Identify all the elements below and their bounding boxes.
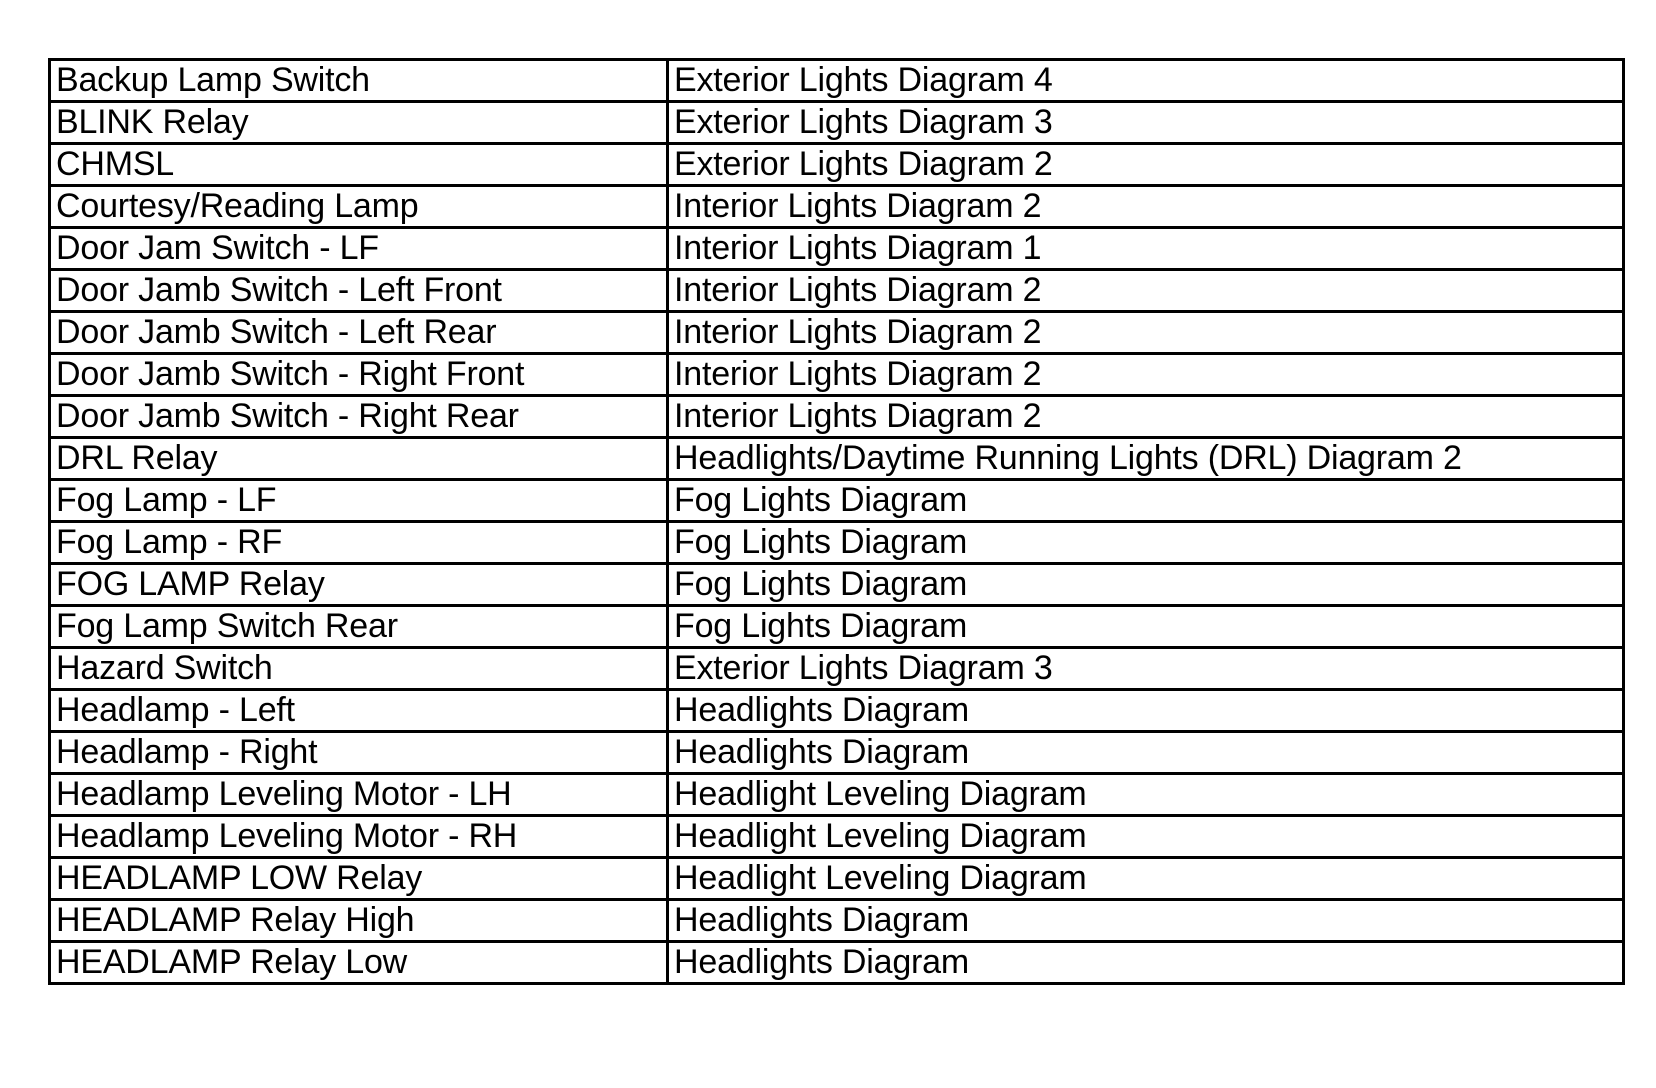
component-cell: FOG LAMP Relay — [50, 564, 668, 606]
diagram-cell: Interior Lights Diagram 2 — [668, 396, 1624, 438]
component-cell: Door Jamb Switch - Right Front — [50, 354, 668, 396]
table-row — [50, 858, 1624, 900]
diagram-cell: Headlight Leveling Diagram — [668, 774, 1624, 816]
diagram-cell: Headlights Diagram — [668, 690, 1624, 732]
table-row — [50, 102, 1624, 144]
component-cell: Headlamp Leveling Motor - LH — [50, 774, 668, 816]
table-row — [50, 354, 1624, 396]
table-row — [50, 606, 1624, 648]
diagram-cell: Fog Lights Diagram — [668, 564, 1624, 606]
table-body — [50, 60, 1624, 984]
table-row — [50, 522, 1624, 564]
diagram-cell: Headlight Leveling Diagram — [668, 816, 1624, 858]
component-cell: Door Jam Switch - LF — [50, 228, 668, 270]
diagram-cell: Headlight Leveling Diagram — [668, 858, 1624, 900]
component-cell: Courtesy/Reading Lamp — [50, 186, 668, 228]
component-cell: Backup Lamp Switch — [50, 60, 668, 102]
component-cell: Headlamp - Left — [50, 690, 668, 732]
table-row — [50, 816, 1624, 858]
table-row — [50, 942, 1624, 984]
component-cell: Headlamp - Right — [50, 732, 668, 774]
table-row — [50, 774, 1624, 816]
table-row — [50, 228, 1624, 270]
table-row — [50, 480, 1624, 522]
diagram-cell: Exterior Lights Diagram 4 — [668, 60, 1624, 102]
component-cell: DRL Relay — [50, 438, 668, 480]
component-cell: CHMSL — [50, 144, 668, 186]
table-row — [50, 648, 1624, 690]
diagram-cell: Headlights Diagram — [668, 942, 1624, 984]
table-row — [50, 690, 1624, 732]
component-cell: HEADLAMP LOW Relay — [50, 858, 668, 900]
diagram-cell: Headlights Diagram — [668, 732, 1624, 774]
diagram-cell: Fog Lights Diagram — [668, 522, 1624, 564]
component-cell: Door Jamb Switch - Left Front — [50, 270, 668, 312]
table-row — [50, 396, 1624, 438]
diagram-cell: Fog Lights Diagram — [668, 480, 1624, 522]
component-cell: Fog Lamp - RF — [50, 522, 668, 564]
table-row — [50, 60, 1624, 102]
component-cell: Fog Lamp - LF — [50, 480, 668, 522]
table-row — [50, 312, 1624, 354]
table-row — [50, 144, 1624, 186]
table-row — [50, 900, 1624, 942]
component-cell: Hazard Switch — [50, 648, 668, 690]
table-row — [50, 438, 1624, 480]
component-cell: Door Jamb Switch - Right Rear — [50, 396, 668, 438]
table-row — [50, 186, 1624, 228]
diagram-cell: Interior Lights Diagram 2 — [668, 312, 1624, 354]
component-diagram-index-table — [48, 58, 1625, 985]
component-cell: Headlamp Leveling Motor - RH — [50, 816, 668, 858]
diagram-cell: Exterior Lights Diagram 2 — [668, 144, 1624, 186]
diagram-cell: Fog Lights Diagram — [668, 606, 1624, 648]
diagram-cell: Headlights/Daytime Running Lights (DRL) Diagram 2 — [668, 438, 1624, 480]
table-row — [50, 564, 1624, 606]
table-row — [50, 270, 1624, 312]
component-cell: Fog Lamp Switch Rear — [50, 606, 668, 648]
component-cell: BLINK Relay — [50, 102, 668, 144]
component-cell: Door Jamb Switch - Left Rear — [50, 312, 668, 354]
component-cell: HEADLAMP Relay High — [50, 900, 668, 942]
diagram-cell: Interior Lights Diagram 1 — [668, 228, 1624, 270]
table-row — [50, 732, 1624, 774]
diagram-cell: Interior Lights Diagram 2 — [668, 270, 1624, 312]
diagram-cell: Interior Lights Diagram 2 — [668, 354, 1624, 396]
diagram-cell: Exterior Lights Diagram 3 — [668, 102, 1624, 144]
diagram-cell: Interior Lights Diagram 2 — [668, 186, 1624, 228]
diagram-cell: Exterior Lights Diagram 3 — [668, 648, 1624, 690]
component-cell: HEADLAMP Relay Low — [50, 942, 668, 984]
diagram-cell: Headlights Diagram — [668, 900, 1624, 942]
